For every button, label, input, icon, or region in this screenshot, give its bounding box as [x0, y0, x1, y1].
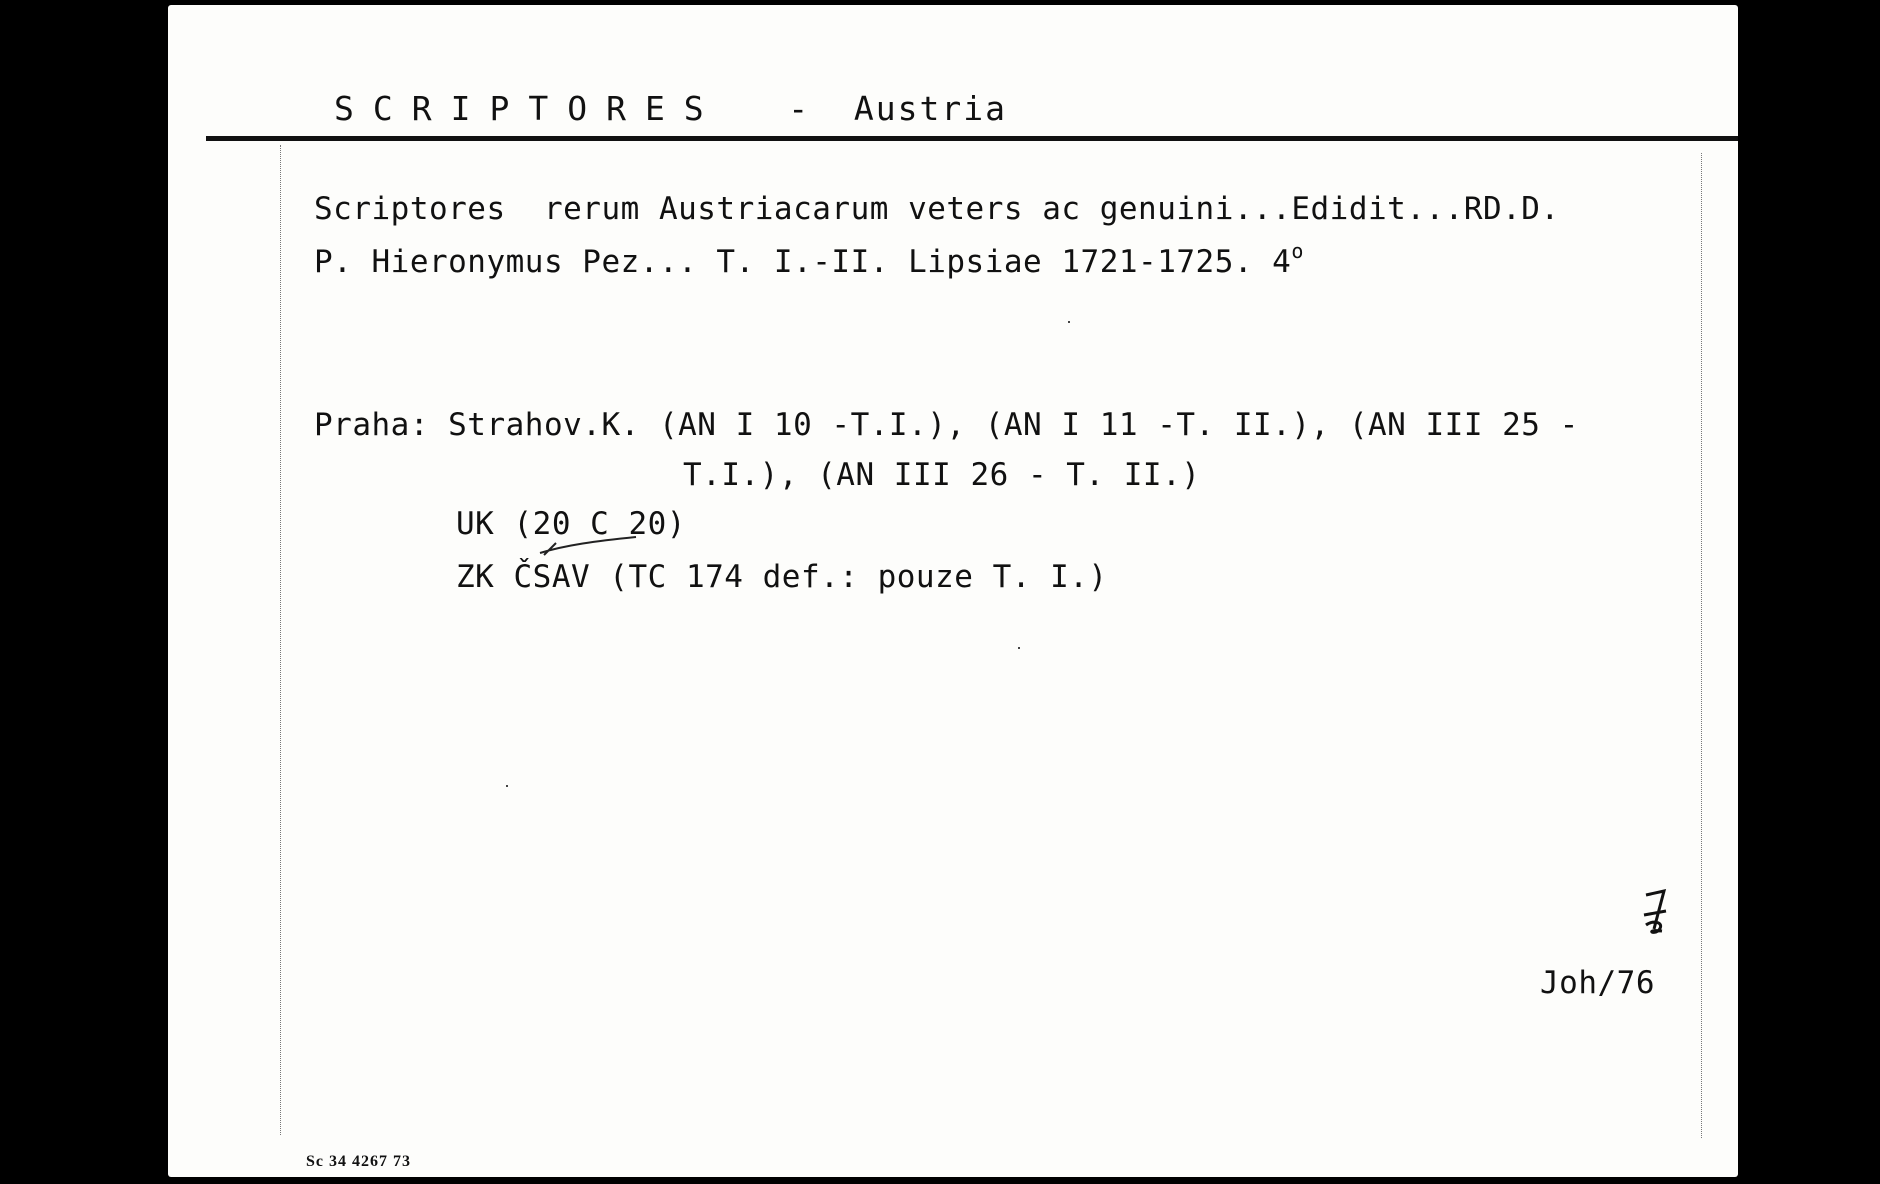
- entry-line-2: [314, 239, 1304, 280]
- heading-rule: [206, 136, 1738, 141]
- entry-line-2-text: P. Hieronymus Pez... T. I.-II. Lipsiae 1721-1725. 4: [314, 244, 1292, 280]
- heading-region: Austria: [853, 89, 1007, 128]
- holdings-line-4: ZK ČSAV (TC 174 def.: pouze T. I.): [456, 559, 1108, 595]
- handwritten-underline: [536, 535, 646, 559]
- holdings-line-2: T.I.), (AN III 26 - T. II.): [683, 457, 1201, 493]
- print-code: Sc 34 4267 73: [306, 1153, 411, 1170]
- paper-speck: [1068, 321, 1070, 323]
- entry-line-1: Scriptores rerum Austriacarum veters ac genuini...Edidit...RD.D.: [314, 191, 1560, 227]
- holdings-line-3: UK (20 C 20): [456, 506, 686, 542]
- handwritten-mark-icon: [1640, 885, 1670, 945]
- index-card: [168, 5, 1738, 1177]
- heading-subject: SCRIPTORES: [334, 89, 723, 128]
- paper-speck: [1018, 647, 1020, 649]
- holdings-line-1: Praha: Strahov.K. (AN I 10 -T.I.), (AN I 11 -T. II.), (AN III 25 -: [314, 407, 1579, 443]
- left-margin-line: [280, 145, 281, 1135]
- right-margin-line: [1701, 153, 1702, 1138]
- heading-separator: -: [788, 89, 811, 128]
- paper-speck: [506, 785, 508, 787]
- format-degree: o: [1291, 239, 1304, 263]
- card-heading: [334, 89, 1007, 128]
- cataloger-note: Joh/76: [1540, 965, 1655, 1001]
